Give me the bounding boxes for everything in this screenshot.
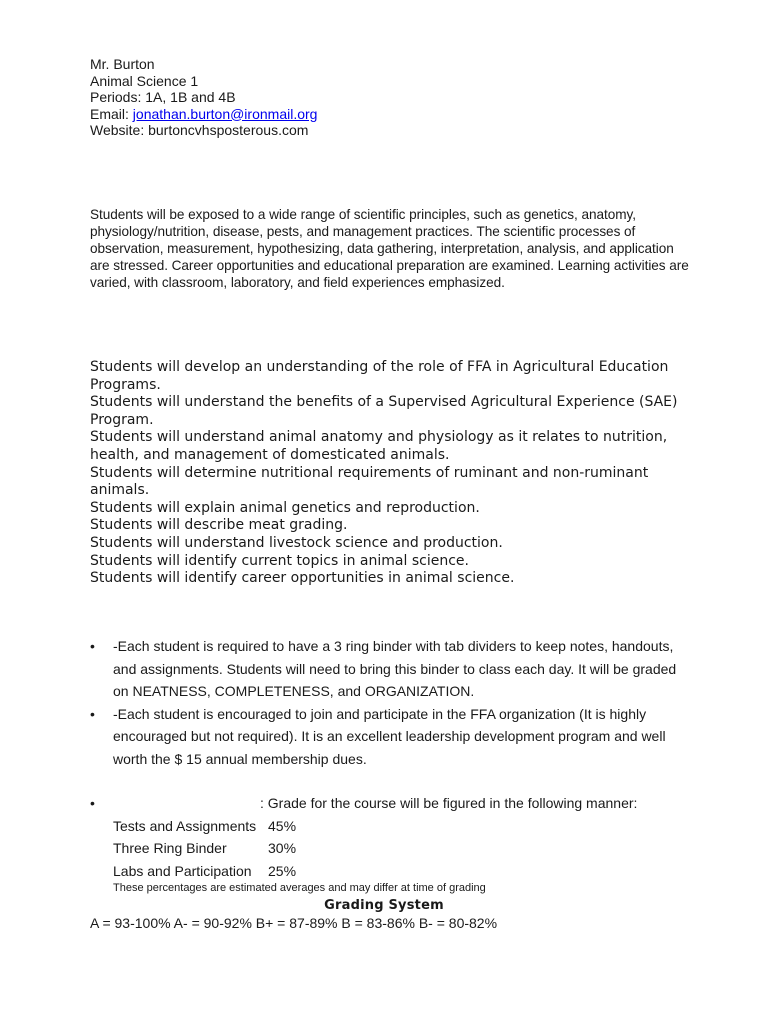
objectives-list [90, 359, 700, 588]
component-percent: 25% [268, 862, 297, 879]
header-block [90, 56, 317, 139]
component-percent: 30% [268, 840, 297, 856]
objective-item: Students will describe meat grading. [90, 517, 348, 534]
component-name: Three Ring Binder [113, 840, 227, 856]
email-link[interactable]: jonathan.burton@ironmail.org [132, 105, 318, 122]
course-description: Students will be exposed to a wide range of scientific principles, such as genetics, anatomy, physiology/nutrition, disease, pests, and management practices. The scientific processes of observation, measurement, hypothesizing, data gathering, interpretation, analysis, and application are stressed. Career opportunities and educational preparation are examined. Learning activities are varied, with classroom, laboratory, and field experiences emphasized. [90, 207, 689, 290]
requirement-item [90, 635, 690, 703]
component-name: Labs and Participation [113, 862, 252, 879]
bullet-icon: • [90, 638, 95, 654]
bullet-icon: • [90, 705, 95, 722]
objective-item: Students will identify current topics in animal science. [90, 552, 469, 569]
component-name: Tests and Assignments [113, 817, 257, 834]
requirements-list [90, 635, 690, 770]
email-label: Email: [90, 105, 133, 122]
course-name: Animal Science 1 [90, 72, 199, 89]
periods: Periods: 1A, 1B and 4B [90, 89, 236, 105]
objective-item: Students will identify career opportunities in animal science. [90, 570, 515, 587]
grade-component-row [113, 837, 690, 860]
objective-item: Students will understand the benefits of a Supervised Agricultural Experience (SAE) Program. [90, 394, 678, 428]
grading-scale: A = 93-100% A- = 90-92% B+ = 87-89% B = 83-86% B- = 80-82% [90, 915, 498, 931]
grade-components [113, 815, 690, 883]
grading-section [90, 792, 690, 882]
objective-item: Students will understand livestock science and production. [90, 534, 503, 551]
grade-component-row [113, 815, 690, 838]
requirement-item [90, 703, 690, 771]
email-line [90, 106, 317, 123]
grading-intro-text: : Grade for the course will be figured in the following manner: [260, 795, 638, 811]
grading-note: These percentages are estimated averages and may differ at time of grading [113, 882, 486, 894]
teacher-name: Mr. Burton [90, 56, 155, 72]
bullet-icon: • [90, 795, 95, 811]
grading-system-title: Grading System [324, 898, 444, 913]
objective-item: Students will determine nutritional requirements of ruminant and non-ruminant animals. [90, 464, 649, 499]
website: Website: burtoncvhsposterous.com [90, 122, 309, 138]
grading-intro [90, 792, 690, 815]
requirement-text: -Each student is encouraged to join and participate in the FFA organization (It is highly encouraged but not required). It is an excellent leadership development program and well worth the $ 15 annual membership dues. [113, 705, 666, 767]
objective-item: Students will develop an understanding of the role of FFA in Agricultural Education Programs. [90, 359, 669, 393]
grade-component-row [113, 860, 690, 883]
objective-item: Students will explain animal genetics and reproduction. [90, 499, 480, 516]
component-percent: 45% [268, 817, 297, 834]
objective-item: Students will understand animal anatomy and physiology as it relates to nutrition, health, and management of domesticated animals. [90, 429, 668, 463]
requirement-text: -Each student is required to have a 3 ring binder with tab dividers to keep notes, handouts, and assignments. Students will need to bring this binder to class each day. It will be graded on NEATNESS, COMPLETENESS, and ORGANIZATION. [113, 638, 677, 699]
